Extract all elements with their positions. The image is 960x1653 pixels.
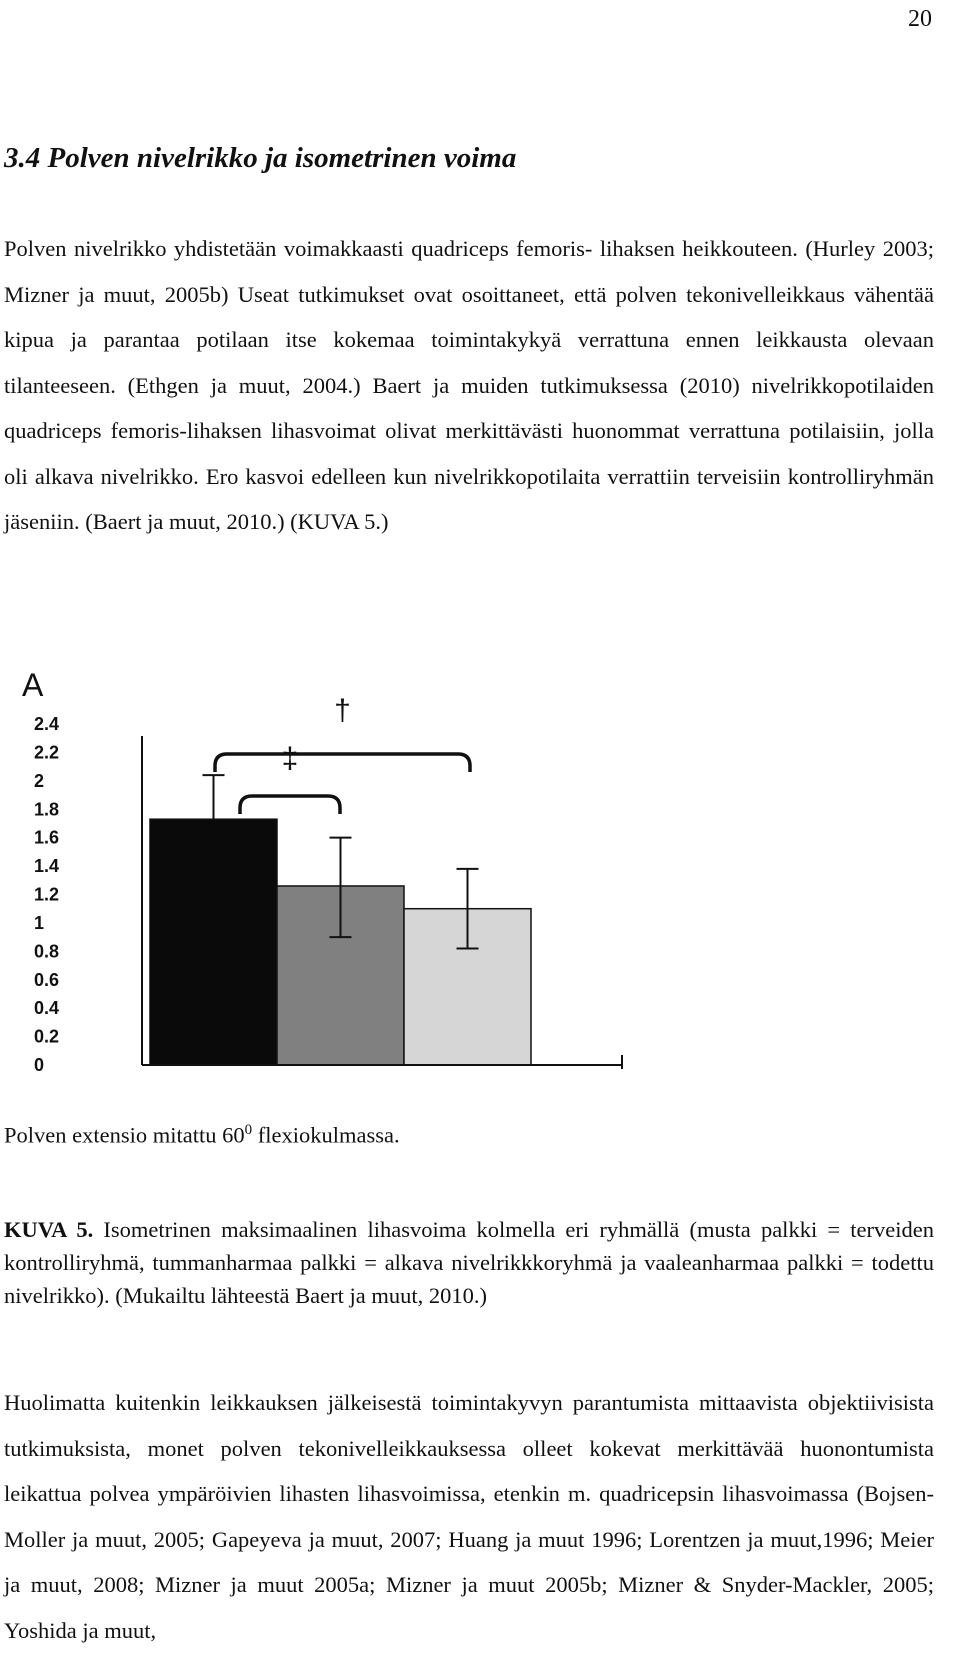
panel-label: A xyxy=(22,668,44,703)
page-number: 20 xyxy=(908,6,932,32)
y-tick-label: 1.8 xyxy=(34,799,60,820)
y-tick-label: 1.4 xyxy=(34,856,60,877)
y-tick-label: 0.8 xyxy=(34,941,60,962)
y-tick-label: 1.2 xyxy=(34,884,60,905)
section-heading: 3.4 Polven nivelrikko ja isometrinen voima xyxy=(4,142,517,174)
y-tick-label: 0.4 xyxy=(34,998,60,1019)
caption-label: KUVA 5. xyxy=(4,1217,94,1242)
figure-axis-label-before: Polven extensio mitattu 60 xyxy=(4,1122,245,1148)
caption-text: Isometrinen maksimaalinen lihasvoima kolmella eri ryhmällä (musta palkki = terveiden kontrolliryhmä, tummanharmaa palkki = alkava nivelrikkkoryhmä ja vaaleanharmaa palkki = todettu nivelrikko). (Mukailtu lähteestä Baert ja muut, 2010.) xyxy=(4,1217,935,1308)
y-tick-label: 2.2 xyxy=(34,742,60,763)
figure-bar-chart xyxy=(0,668,640,1088)
y-tick-label: 2 xyxy=(34,770,45,791)
degree-superscript: 0 xyxy=(244,1122,253,1138)
significance-symbol-1: † xyxy=(334,694,351,727)
figure-axis-label-after: flexiokulmassa. xyxy=(252,1122,400,1148)
y-tick-label: 1.6 xyxy=(34,827,60,848)
y-tick-label: 0.6 xyxy=(34,969,60,990)
significance-symbol-2: ‡ xyxy=(281,742,299,775)
y-tick-label: 0.2 xyxy=(34,1026,60,1047)
bar-chart-svg xyxy=(0,668,640,1088)
significance-bracket-1 xyxy=(215,754,470,772)
body-paragraph-1: Polven nivelrikko yhdistetään voimakkaasti quadriceps femoris- lihaksen heikkouteen. (Hurley 2003; Mizner ja muut, 2005b) Useat tutkimukset ovat osoittaneet, että polven tekonivelleikkaus vähentää kipua ja parantaa potilaan itse kokemaa toimintakykyä verrattuna ennen leikkausta olevaan tilanteeseen. (Ethgen ja muut, 2004.) Baert ja muiden tutkimuksessa (2010) nivelrikkopotilaiden quadriceps femoris-lihaksen lihasvoimat olivat merkittävästi huonommat verrattuna potilaisiin, jolla oli alkava nivelrikko. Ero kasvoi edelleen kun nivelrikkopotilaita verrattiin terveisiin kontrolliryhmän jäseniin. (Baert ja muut, 2010.) (KUVA 5.) xyxy=(4,236,934,534)
figure-axis-label xyxy=(4,1122,400,1149)
figure-caption xyxy=(4,1213,934,1312)
bar-1 xyxy=(150,819,277,1065)
significance-bracket-2 xyxy=(240,796,340,814)
y-tick-label: 0 xyxy=(34,1055,45,1075)
body-paragraph-2: Huolimatta kuitenkin leikkauksen jälkeisestä toimintakyvyn parantumista mittaavista objektiivisista tutkimuksista, monet polven tekonivelleikkauksessa olleet kokevat merkittävää huonontumista leikattua polvea ympäröivien lihasten lihasvoimissa, etenkin m. quadricepsin lihasvoimassa (Bojsen-Moller ja muut, 2005; Gapeyeva ja muut, 2007; Huang ja muut 1996; Lorentzen ja muut,1996; Meier ja muut, 2008; Mizner ja muut 2005a; Mizner ja muut 2005b; Mizner & Snyder-Mackler, 2005; Yoshida ja muut, xyxy=(4,1390,934,1643)
y-tick-label: 1 xyxy=(34,912,45,933)
y-tick-label: 2.4 xyxy=(34,714,60,734)
